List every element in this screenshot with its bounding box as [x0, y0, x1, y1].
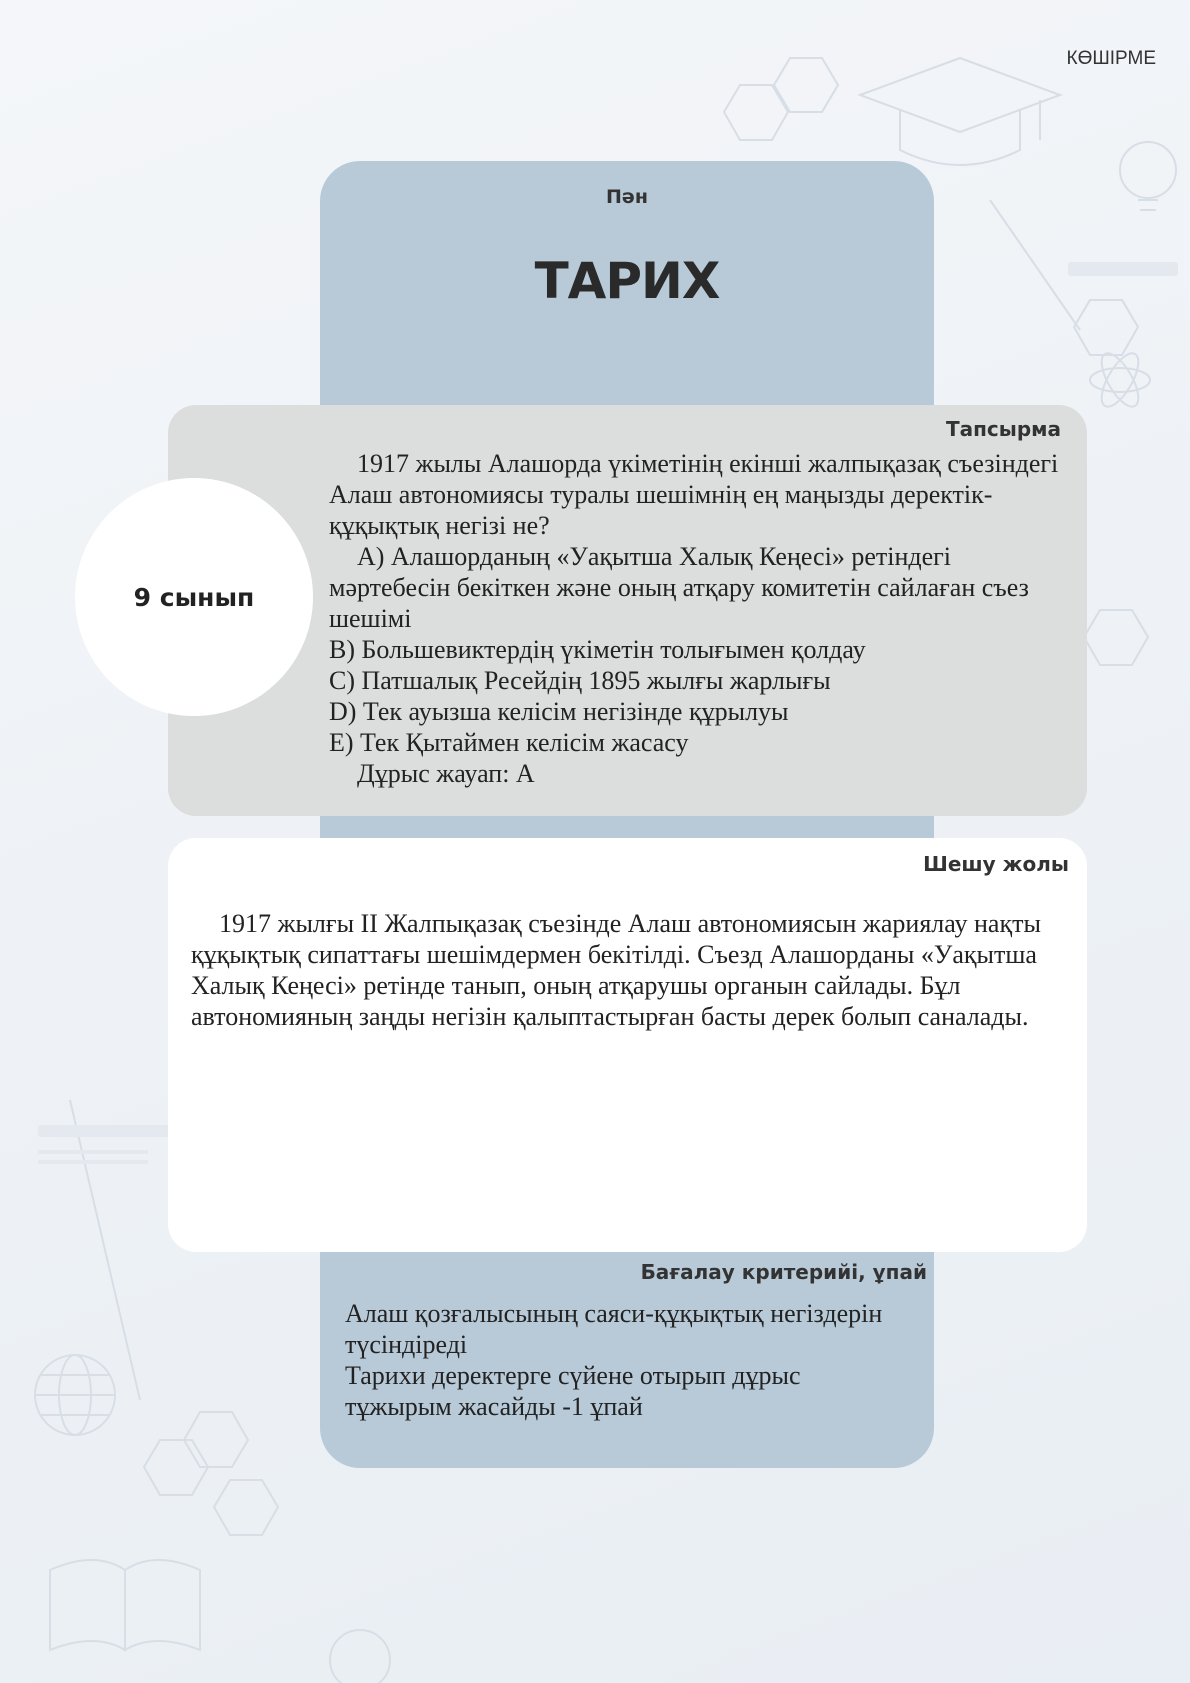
- task-option-a: А) Алашорданың «Уақытша Халық Кеңесі» ретіндегі мәртебесін бекіткен және оның атқару комитетін сайлаған съез шешімі: [329, 542, 1029, 633]
- solution-heading: Шешу жолы: [923, 852, 1069, 876]
- task-heading: Тапсырма: [945, 417, 1061, 441]
- task-option-b: В) Большевиктердің үкіметін толығымен қолдау: [329, 635, 866, 664]
- task-answer: Дұрыс жауап: А: [357, 759, 535, 788]
- task-question: 1917 жылы Алашорда үкіметінің екінші жалпықазақ съезіндегі Алаш автономиясы туралы шешімнің ең маңызды деректік-құқықтық негізі не?: [329, 449, 1059, 540]
- solution-text: 1917 жылғы II Жалпықазақ съезінде Алаш автономиясын жариялау нақты құқықтық сипаттағы шешімдермен бекітілді. Съезд Алашорданы «Уақытша Халық Кеңесі» ретінде танып, оның атқарушы органын сайлады. Бұл автономияның заңды негізін қалыптастырған басты дерек болып саналады.: [191, 909, 1041, 1031]
- criteria-body: [345, 1298, 905, 1422]
- criteria-item: Алаш қозғалысының саяси-құқықтық негіздерін түсіндіреді: [345, 1299, 883, 1359]
- globe-icon: [35, 1355, 115, 1435]
- subject-label: Пән: [606, 186, 648, 208]
- grade-badge: 9 сынып: [75, 478, 313, 716]
- copy-label: КӨШІРМЕ: [1066, 48, 1156, 69]
- criteria-heading: Бағалау критерийі, ұпай: [640, 1260, 927, 1284]
- lightbulb-icon: [1120, 142, 1176, 210]
- atom-icon: [1090, 348, 1150, 412]
- task-option-c: С) Патшалық Ресейдің 1895 жылғы жарлығы: [329, 666, 831, 695]
- subject-title: ТАРИХ: [534, 252, 720, 310]
- solution-card: [168, 838, 1087, 1252]
- task-option-d: D) Тек ауызша келісім негізінде құрылуы: [329, 697, 789, 726]
- book-icon: [50, 1560, 200, 1650]
- task-option-e: E) Тек Қытаймен келісім жасасу: [329, 728, 689, 757]
- graduation-cap-icon: [860, 58, 1060, 165]
- task-body: [329, 448, 1059, 789]
- criteria-item: Тарихи деректерге сүйене отырып дұрыс тұжырым жасайды -1 ұпай: [345, 1361, 801, 1421]
